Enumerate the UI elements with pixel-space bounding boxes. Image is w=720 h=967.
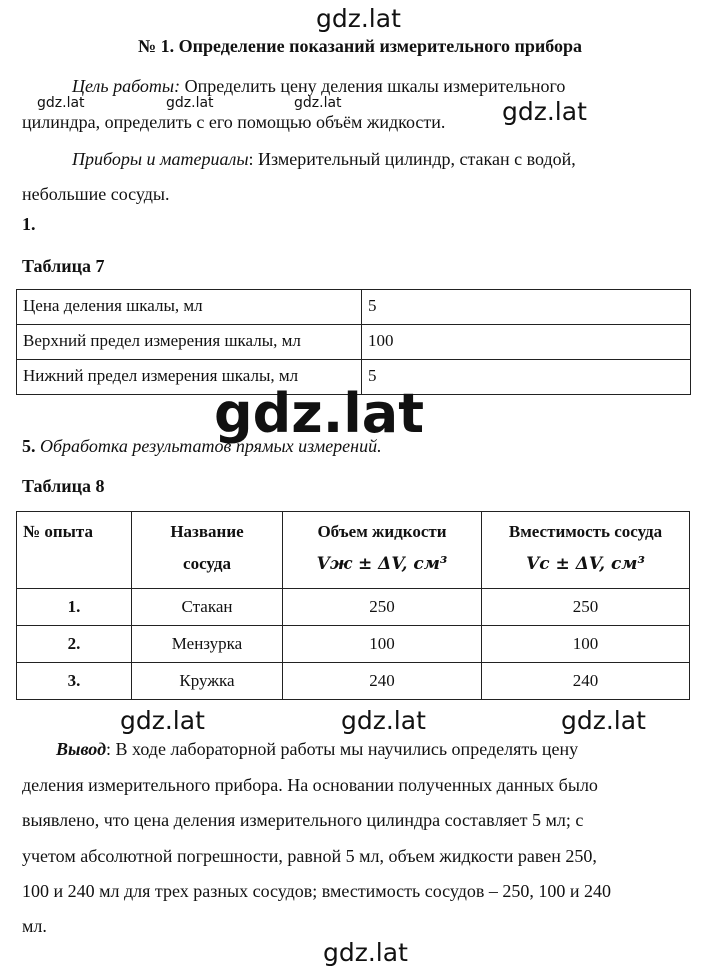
watermark-small-2: gdz.lat — [166, 95, 214, 111]
header-capacity-l1: Вместимость сосуда — [508, 522, 663, 541]
table-row — [17, 663, 690, 700]
header-volume-l1: Объем жидкости — [317, 522, 447, 541]
watermark-small-3: gdz.lat — [294, 95, 342, 111]
aim-label: Цель работы: — [72, 76, 181, 96]
watermark-big: gdz.lat — [214, 382, 425, 445]
table-cell: Кружка — [132, 663, 283, 700]
conclusion-text1: : В ходе лабораторной работы мы научились определять цену — [106, 739, 579, 759]
table-cell: Стакан — [132, 589, 283, 626]
table-cell: 100 — [482, 626, 690, 663]
table8-caption: Таблица 8 — [22, 476, 105, 496]
watermark-small-1: gdz.lat — [37, 95, 85, 111]
table7-caption: Таблица 7 — [22, 256, 105, 276]
header-capacity-l2: Vc ± ΔV, см³ — [526, 554, 645, 574]
table-cell: 240 — [283, 663, 482, 700]
conclusion-line5: 100 и 240 мл для трех разных сосудов; вместимость сосудов – 250, 100 и 240 — [22, 881, 612, 901]
watermark-top: gdz.lat — [316, 4, 401, 33]
table-cell: 240 — [482, 663, 690, 700]
header-cell-number: № опыта — [17, 512, 132, 589]
table-cell: Цена деления шкалы, мл — [17, 290, 362, 325]
conclusion-line4: учетом абсолютной погрешности, равной 5 мл, объем жидкости равен 250, — [22, 846, 597, 866]
table-row — [17, 589, 690, 626]
table-cell: 250 — [283, 589, 482, 626]
header-vessel-l2: сосуда — [183, 554, 231, 573]
table-row — [17, 290, 691, 325]
table-cell: Верхний предел измерения шкалы, мл — [17, 325, 362, 360]
header-cell-volume — [283, 512, 482, 589]
aim-line1 — [22, 68, 700, 104]
conclusion-line1 — [22, 731, 700, 767]
table-cell: Мензурка — [132, 626, 283, 663]
watermark-bottom: gdz.lat — [323, 938, 408, 967]
table-header-row — [17, 512, 690, 589]
table-cell: 250 — [482, 589, 690, 626]
header-vessel-l1: Название — [170, 522, 244, 541]
table-cell: 5 — [362, 360, 691, 395]
table-cell: 100 — [362, 325, 691, 360]
materials-label: Приборы и материалы — [72, 149, 249, 169]
aim-line2: цилиндра, определить с его помощью объём жидкости. — [22, 112, 446, 132]
table-cell: 3. — [17, 663, 132, 700]
table8 — [16, 511, 690, 700]
watermark-row-1: gdz.lat — [120, 706, 205, 735]
table-cell: 100 — [283, 626, 482, 663]
section-5-heading — [22, 436, 382, 457]
table-cell: 2. — [17, 626, 132, 663]
aim-text1: Определить цену деления шкалы измерительного — [180, 76, 566, 96]
table-cell: 1. — [17, 589, 132, 626]
table-cell: Нижний предел измерения шкалы, мл — [17, 360, 362, 395]
materials-line2: небольшие сосуды. — [22, 184, 170, 204]
materials-text1: : Измерительный цилиндр, стакан с водой, — [248, 149, 576, 169]
table-row — [17, 325, 691, 360]
section-5-text: Обработка результатов прямых измерений. — [35, 436, 382, 456]
page-title: № 1. Определение показаний измерительного прибора — [137, 36, 582, 56]
section-5-number: 5. — [22, 436, 36, 456]
conclusion-line6: мл. — [22, 916, 47, 936]
materials-line1 — [22, 141, 700, 177]
watermark-row-2: gdz.lat — [341, 706, 426, 735]
conclusion-line3: выявлено, что цена деления измерительного цилиндра составляет 5 мл; с — [22, 810, 584, 830]
table-cell: 5 — [362, 290, 691, 325]
conclusion-line2: деления измерительного прибора. На основании полученных данных было — [22, 775, 598, 795]
header-cell-capacity — [482, 512, 690, 589]
watermark-inline: gdz.lat — [502, 97, 587, 126]
table7 — [16, 289, 691, 395]
header-volume-l2: Vж ± ΔV, см³ — [316, 554, 448, 574]
section-1-heading: 1. — [22, 214, 36, 234]
header-cell-vessel — [132, 512, 283, 589]
table-row — [17, 626, 690, 663]
watermark-row-3: gdz.lat — [561, 706, 646, 735]
conclusion-label: Вывод — [56, 739, 106, 759]
